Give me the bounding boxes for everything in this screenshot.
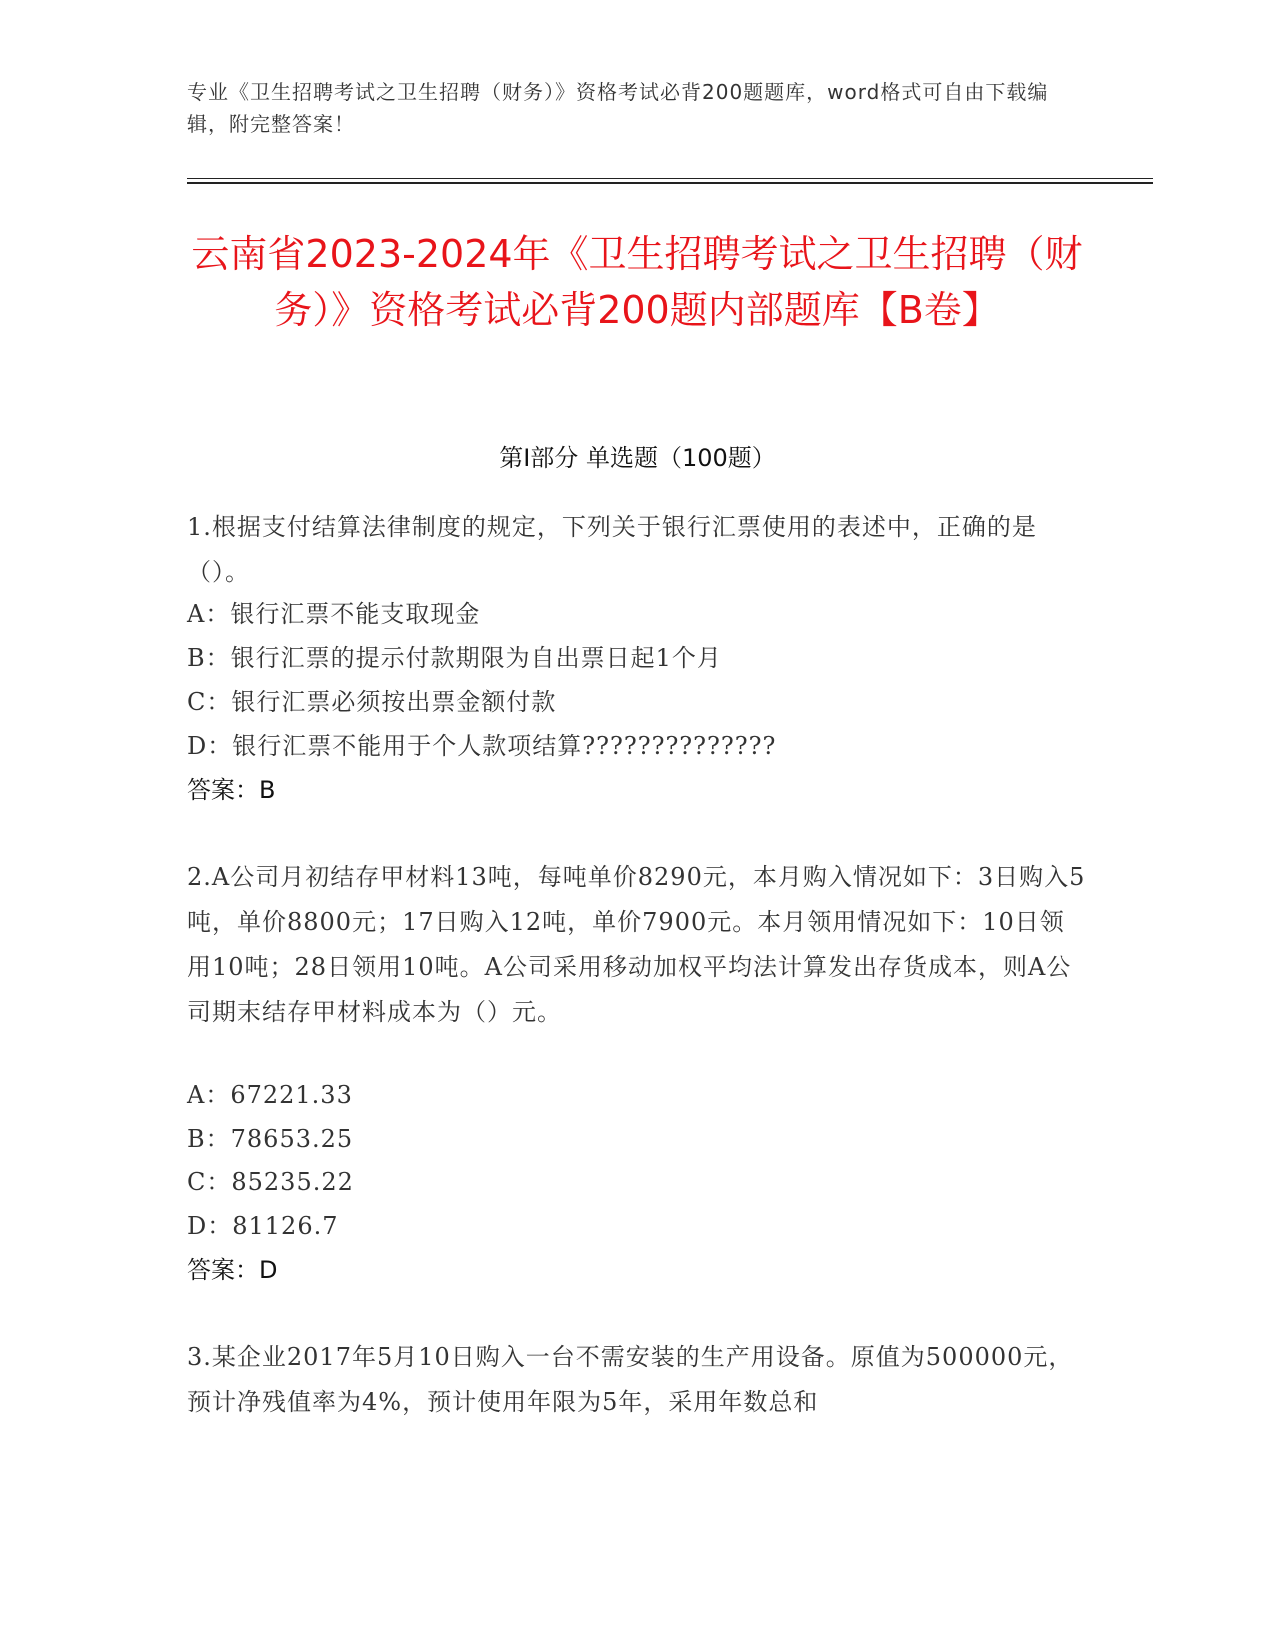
question-3-text: 3.某企业2017年5月10日购入一台不需安装的生产用设备。原值为500000元，预计净残值率为4%，预计使用年限为5年，采用年数总和 [187, 1343, 1074, 1416]
question-2-answer: 答案：D [187, 1256, 278, 1284]
header-note: 专业《卫生招聘考试之卫生招聘（财务）》资格考试必背200题题库，word格式可自由下载编辑，附完整答案！ [187, 80, 1049, 136]
question-1-option-c: C：银行汇票必须按出票金额付款 [187, 688, 557, 716]
question-1-option-d: D：银行汇票不能用于个人款项结算?????????????? [187, 732, 777, 760]
section-title: 第I部分 单选题（100题） [499, 444, 776, 472]
question-1-answer: 答案：B [187, 776, 276, 804]
question-2-text: 2.A公司月初结存甲材料13吨，每吨单价8290元，本月购入情况如下：3日购入5吨，单价8800元；17日购入12吨，单价7900元。本月领用情况如下：10日领用10吨；28日领用10吨。A公司采用移动加权平均法计算发出存货成本，则A公司期末结存甲材料成本为（）元。 [187, 863, 1086, 1026]
header-divider-top [187, 178, 1153, 179]
question-1-option-a: A：银行汇票不能支取现金 [187, 600, 481, 628]
question-1-text: 1.根据支付结算法律制度的规定，下列关于银行汇票使用的表述中，正确的是（）。 [187, 513, 1037, 586]
question-2-option-c: C：85235.22 [187, 1168, 354, 1196]
question-2-option-a: A：67221.33 [187, 1081, 353, 1109]
document-title: 云南省2023-2024年《卫生招聘考试之卫生招聘（财务）》资格考试必背200题内部题库【B卷】 [191, 232, 1083, 332]
question-2-option-b: B：78653.25 [187, 1125, 354, 1153]
question-1-option-b: B：银行汇票的提示付款期限为自出票日起1个月 [187, 644, 722, 672]
header-divider-bottom [187, 182, 1153, 184]
question-2-option-d: D：81126.7 [187, 1212, 339, 1240]
